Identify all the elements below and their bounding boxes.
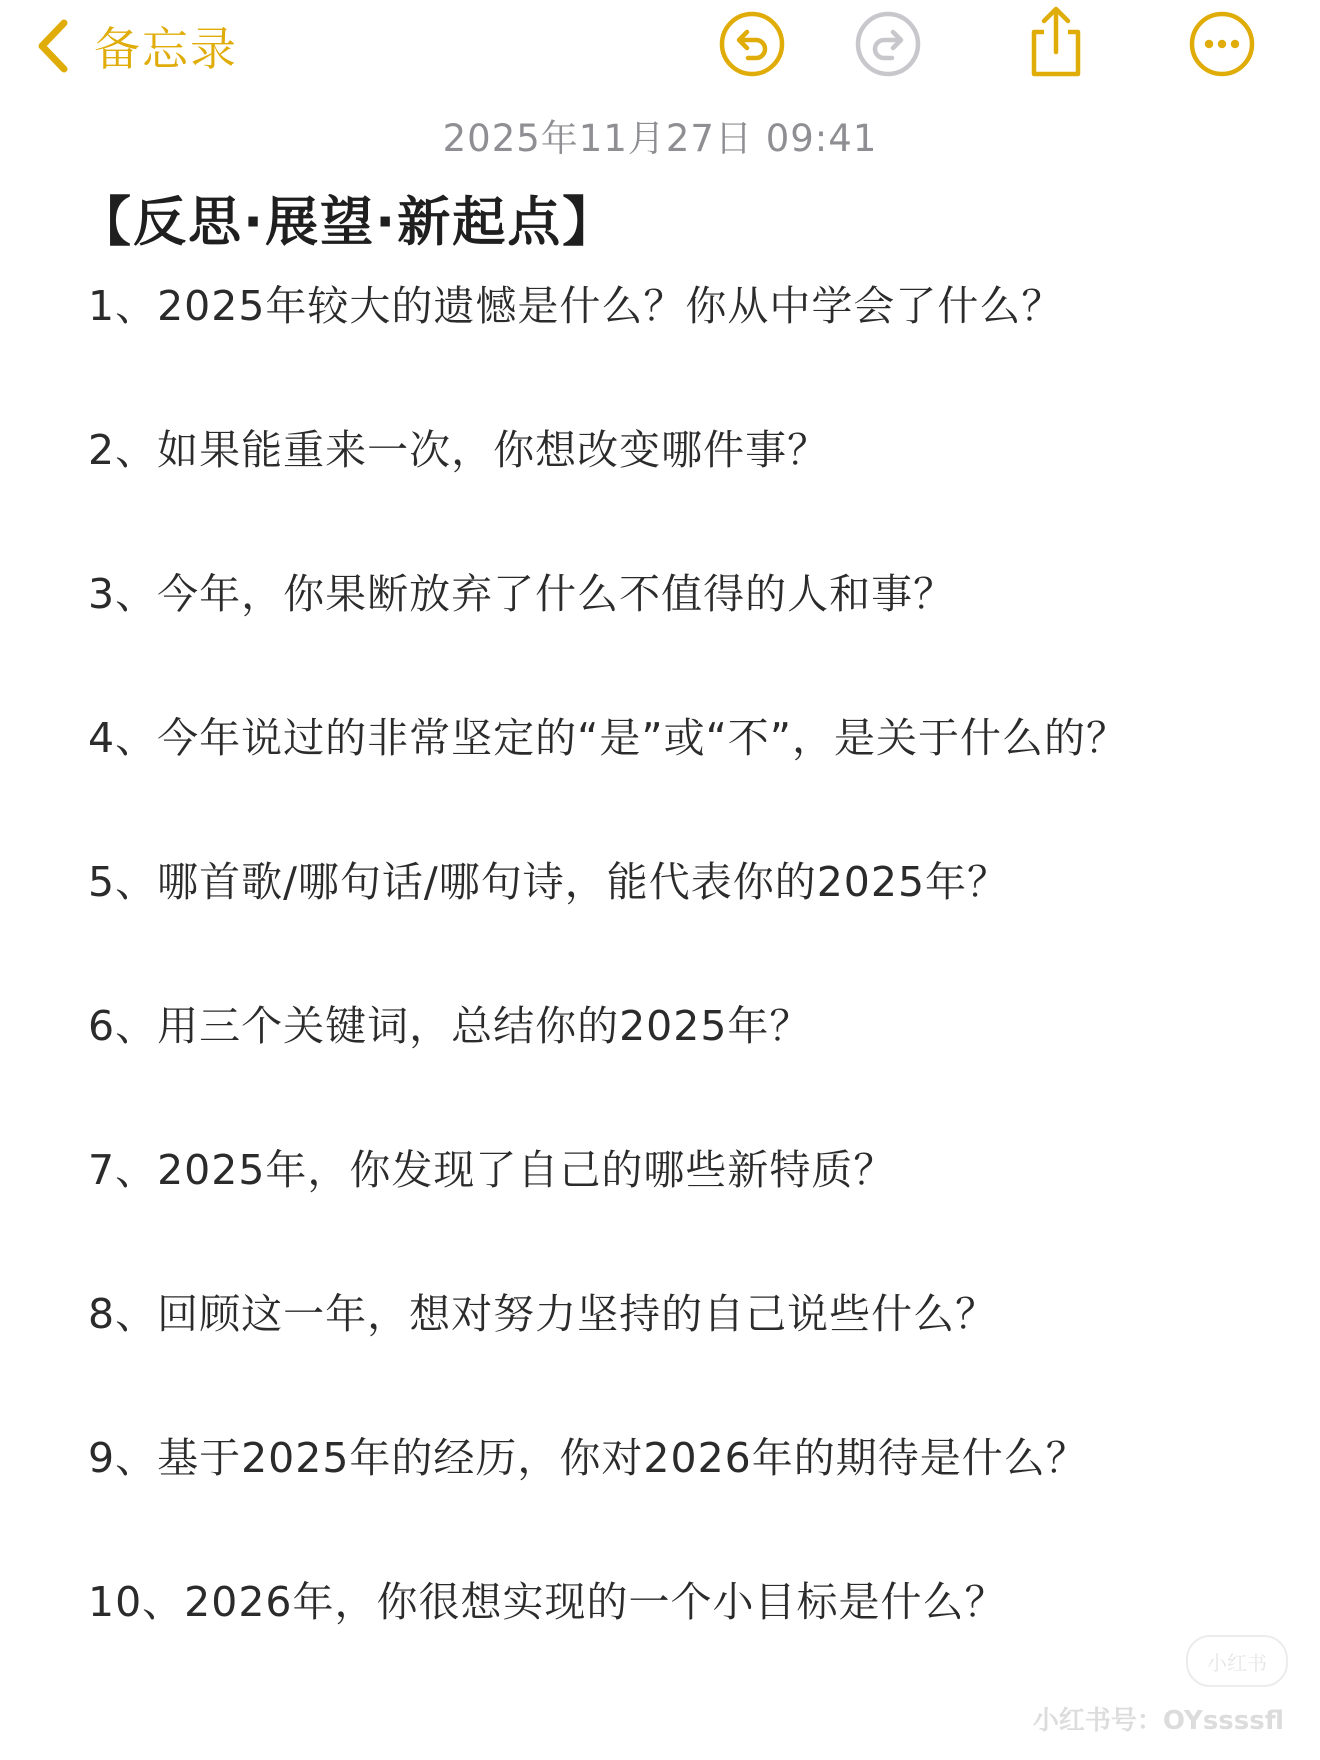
back-label: 备忘录 (94, 22, 238, 76)
share-button[interactable] (1022, 4, 1090, 72)
toolbar (0, 0, 1320, 92)
question-item[interactable]: 9、基于2025年的经历，你对2026年的期待是什么？ (88, 1434, 1088, 1482)
question-item[interactable]: 6、用三个关键词，总结你的2025年？ (88, 1002, 812, 1050)
question-item[interactable]: 7、2025年，你发现了自己的哪些新特质？ (88, 1146, 896, 1194)
question-item[interactable]: 3、今年，你果断放弃了什么不值得的人和事？ (88, 570, 956, 618)
question-item[interactable]: 4、今年说过的非常坚定的“是”或“不”，是关于什么的？ (88, 714, 1129, 762)
question-item[interactable]: 10、2026年，你很想实现的一个小目标是什么？ (88, 1578, 1007, 1626)
redo-button[interactable] (854, 10, 922, 78)
note-title[interactable]: 【反思·展望·新起点】 (78, 192, 618, 253)
note-timestamp: 2025年11月27日 09:41 (442, 117, 878, 160)
question-item[interactable]: 8、回顾这一年，想对努力坚持的自己说些什么？ (88, 1290, 998, 1338)
more-button[interactable] (1188, 10, 1256, 78)
more-icon (1188, 10, 1256, 78)
question-item[interactable]: 2、如果能重来一次，你想改变哪件事？ (88, 426, 830, 474)
redo-icon (854, 10, 922, 78)
share-icon (1022, 4, 1090, 80)
chevron-left-icon (36, 18, 70, 74)
back-button[interactable] (36, 8, 238, 84)
undo-icon (718, 10, 786, 78)
question-item[interactable]: 1、2025年较大的遗憾是什么？你从中学会了什么？ (88, 282, 1064, 330)
watermark-logo: 小红书 (1186, 1635, 1288, 1687)
watermark-text: 小红书号：OYssssfl (1032, 1706, 1284, 1736)
question-item[interactable]: 5、哪首歌/哪句话/哪句诗，能代表你的2025年？ (88, 858, 1010, 906)
undo-button[interactable] (718, 10, 786, 78)
question-list[interactable] (88, 278, 1288, 1718)
